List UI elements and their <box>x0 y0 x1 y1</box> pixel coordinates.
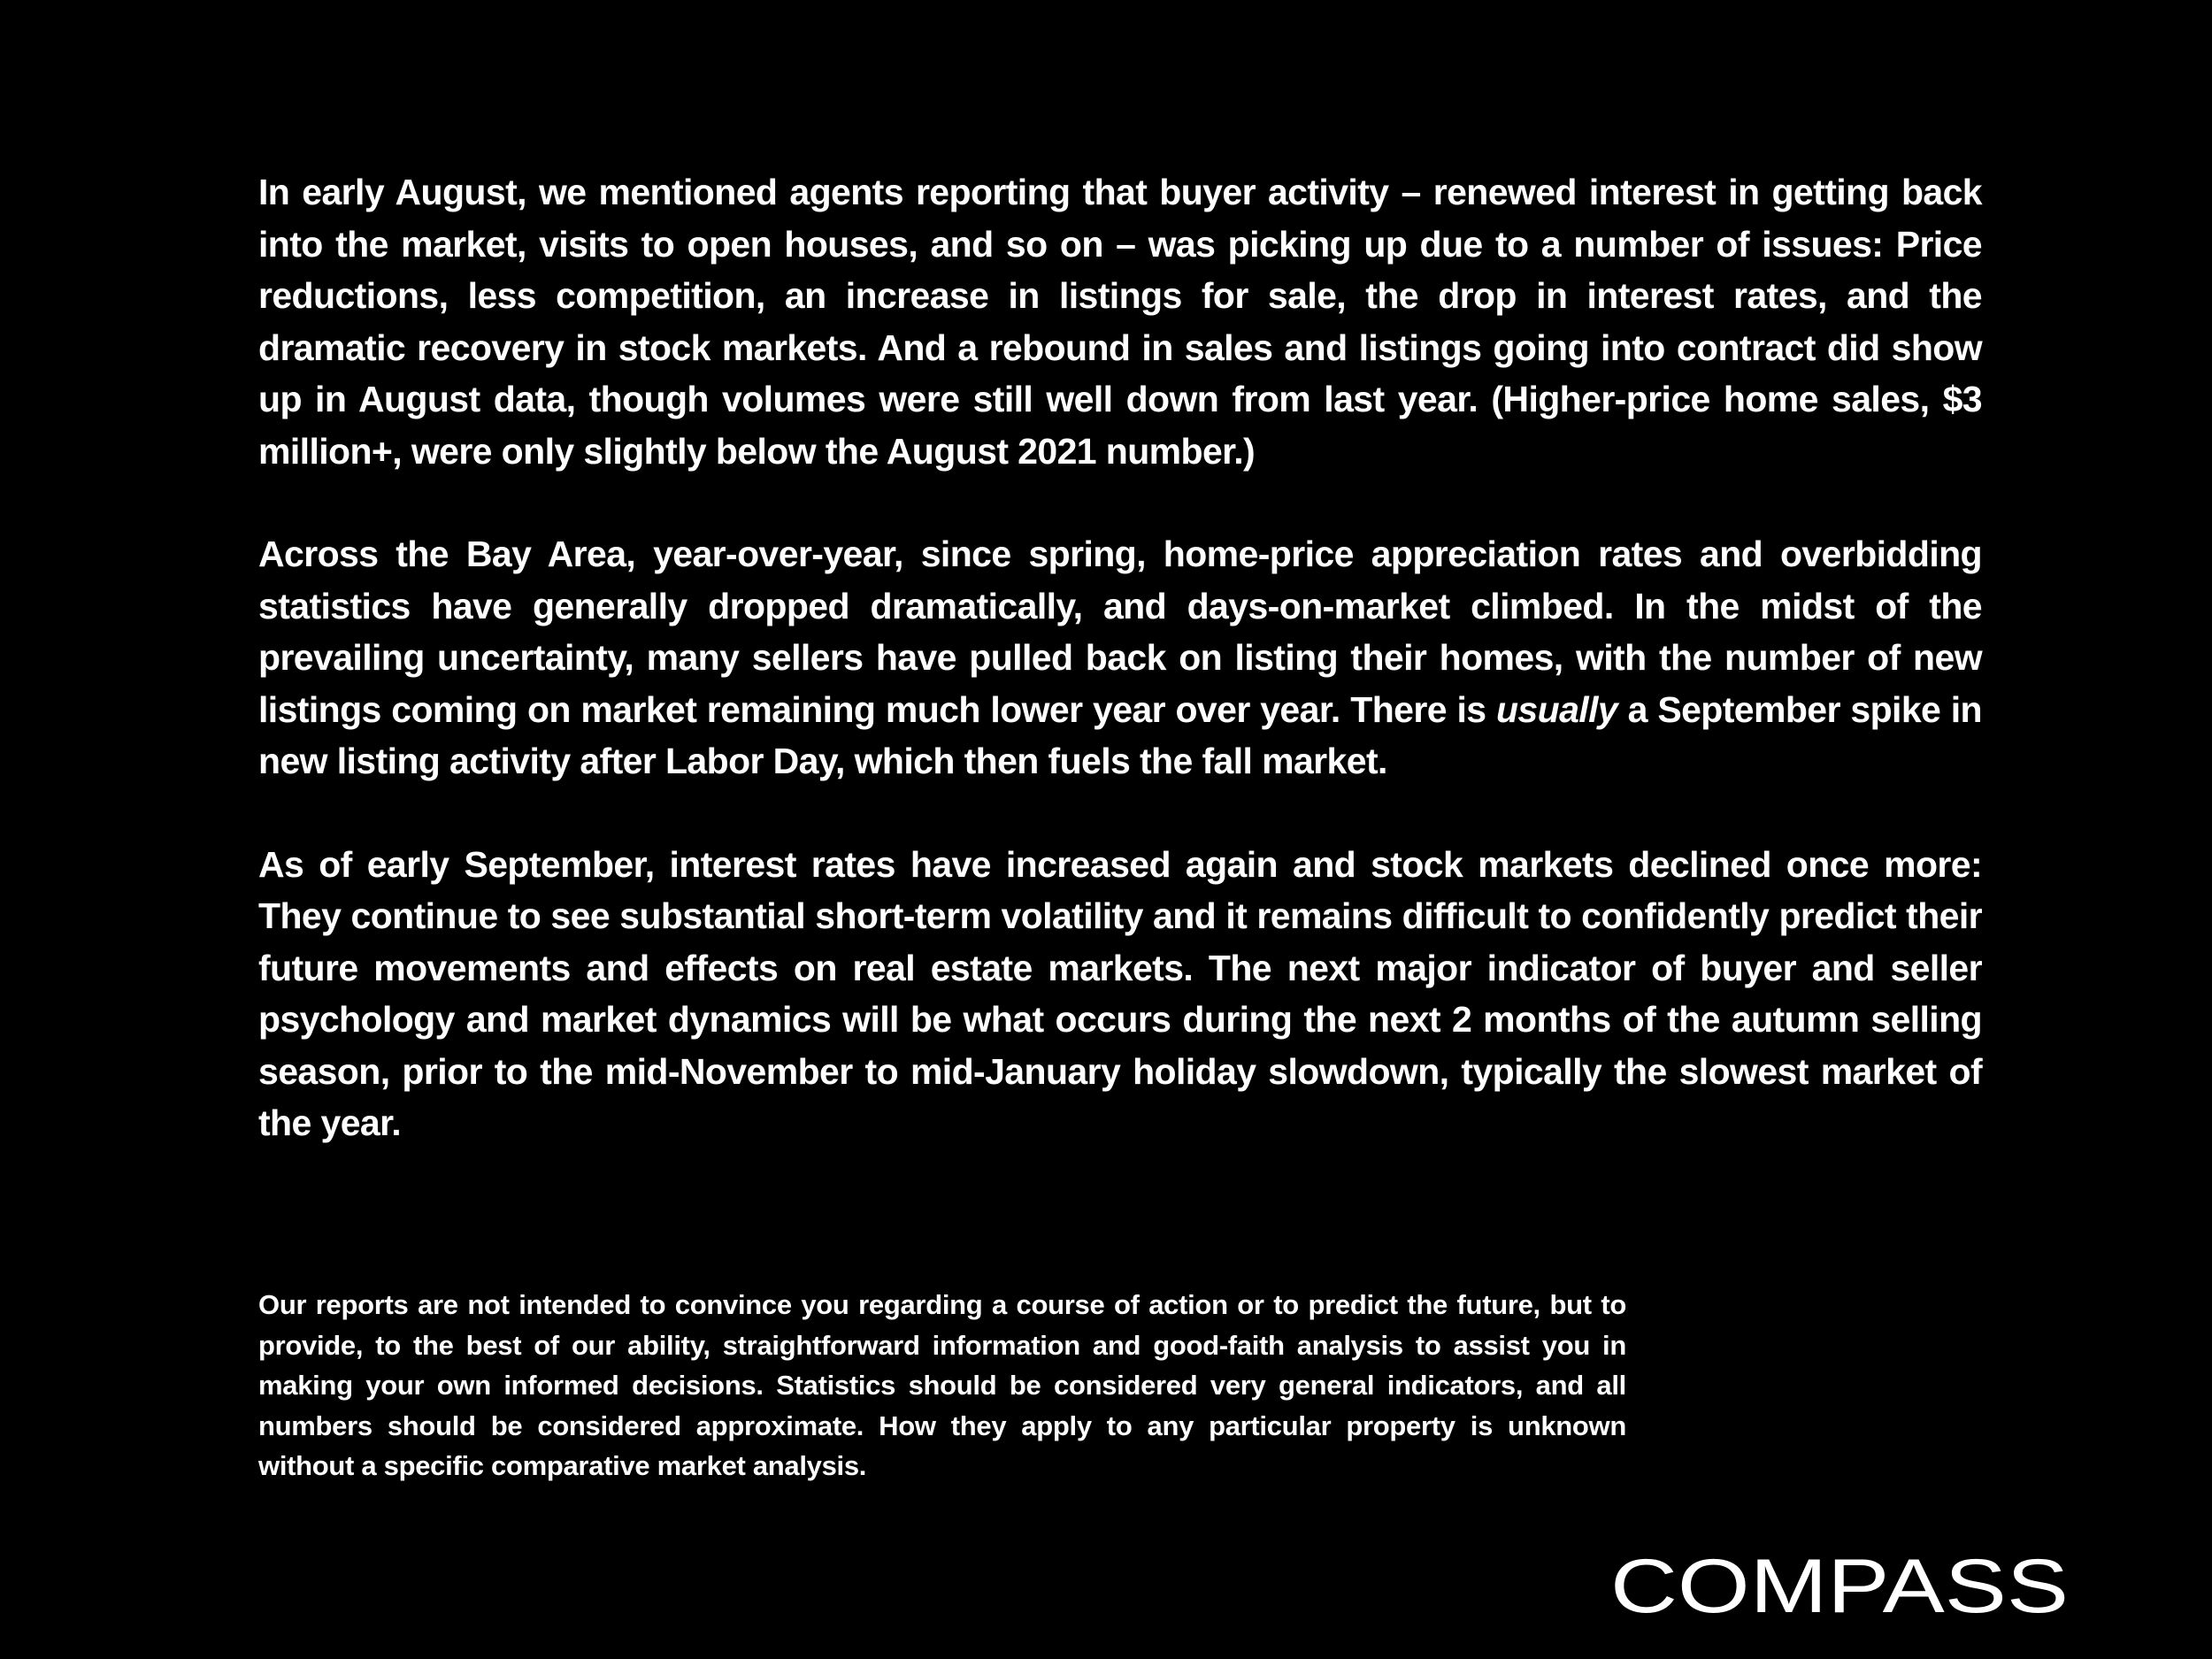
report-body <box>258 166 1982 1149</box>
paragraph-text: Across the Bay Area, year-over-year, since spring, home-price appreciation rates and overbidding statistics have generally dropped dramatically, and days-on-market climbed. In the midst of the prevailing uncertainty, many sellers have pulled back on listing their homes, with the number of new listings coming on market remaining much lower year over year. There is <box>258 534 1982 730</box>
disclaimer-text: Our reports are not intended to convince you regarding a course of action or to predict the future, but to provide, to the best of our ability, straightforward information and good-faith analysis to assist you in making your own informed decisions. Statistics should be considered very general indicators, and all numbers should be considered approximate. How they apply to any particular property is unknown without a specific comparative market analysis. <box>258 1289 1626 1481</box>
paragraph-bay-area-trends <box>258 528 1982 787</box>
compass-logo <box>1610 1550 2070 1621</box>
paragraph-september-outlook: As of early September, interest rates have increased again and stock markets declined once more: They continue to see substantial short-term volatility and it remains difficult to confidently predict their future movements and effects on real estate markets. The next major indicator of buyer and seller psychology and market dynamics will be what occurs during the next 2 months of the autumn selling season, prior to the mid-November to mid-January holiday slowdown, typically the slowest market of the year. <box>258 843 1982 1143</box>
paragraph-text: a September spike in new listing activity after Labor Day, which then fuels the fall market. <box>258 688 1982 781</box>
emphasis-text: usually <box>1495 688 1618 730</box>
compass-logo-text: COMPASS <box>1610 1550 2069 1621</box>
paragraph-august-activity: In early August, we mentioned agents reporting that buyer activity – renewed interest in getting back into the market, visits to open houses, and so on – was picking up due to a number of issues: Price reductions, less competition, an increase in listings for sale, the drop in interest rates, and the dramatic recovery in stock markets. And a rebound in sales and listings going into contract did show up in August data, though volumes were still well down from last year. (Higher-price home sales, $3 million+, were only slightly below the August 2021 number.) <box>258 172 1982 472</box>
